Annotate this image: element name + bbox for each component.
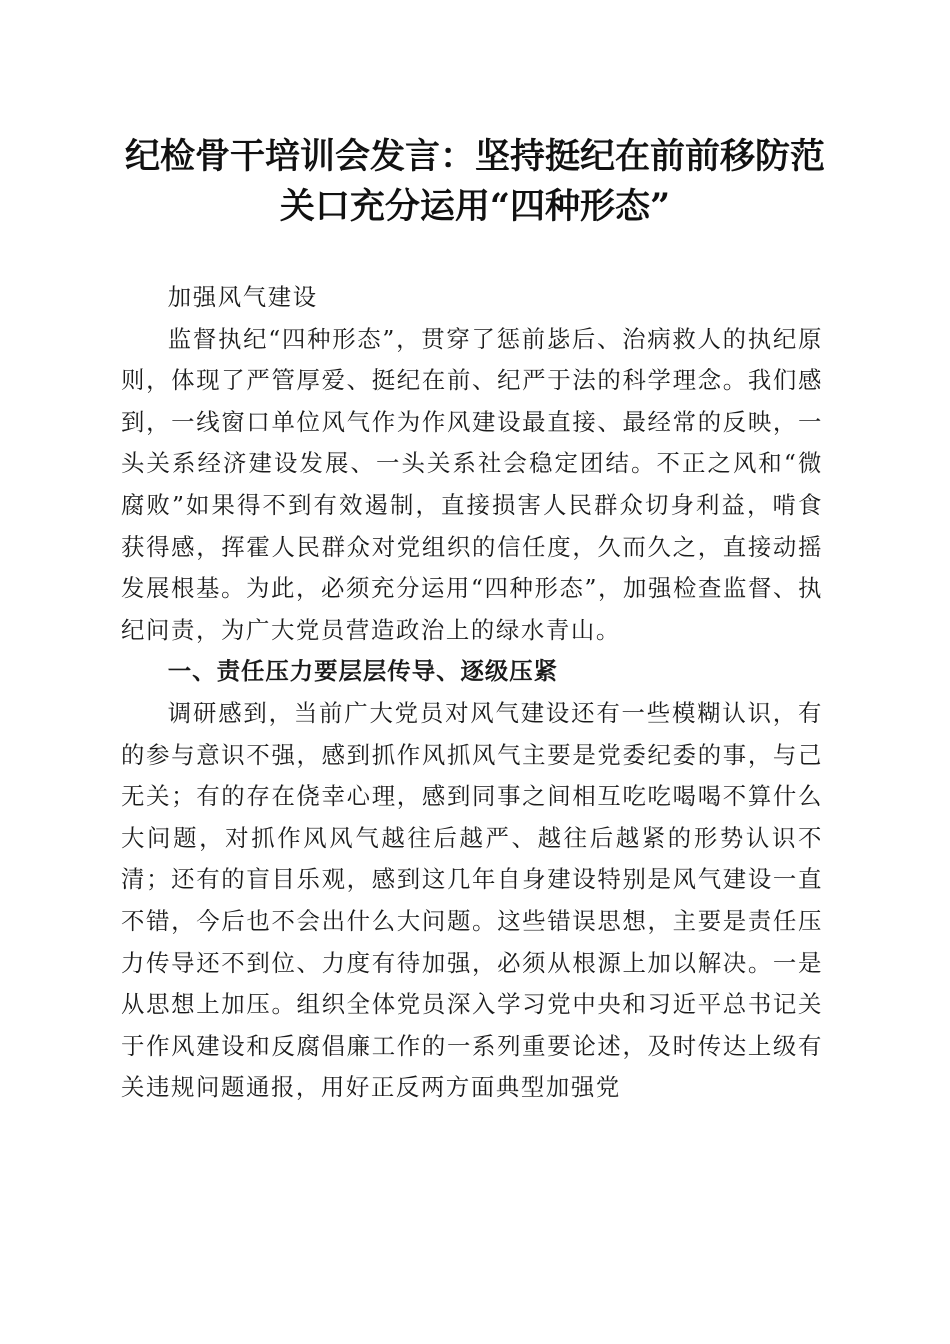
paragraph-intro: 监督执纪“四种形态”，贯穿了惩前毖后、治病救人的执纪原则，体现了严管厚爱、挺纪在前、纪严于法的科学理念。我们感到，一线窗口单位风气作为作风建设最直接、最经常的反映，一头关系经济建设发展、一头关系社会稳定团结。不正之风和“微腐败”如果得不到有效遏制，直接损害人民群众切身利益，啃食获得感，挥霍人民群众对党组织的信任度，久而久之，直接动摇发展根基。为此，必须充分运用“四种形态”，加强检查监督、执纪问责，为广大党员营造政治上的绿水青山。	[121, 324, 823, 644]
section-heading-1: 一、责任压力要层层传导、逐级压紧	[167, 657, 559, 686]
paragraph-section-1: 调研感到，当前广大党员对风气建设还有一些模糊认识，有的参与意识不强，感到抓作风抓风气主要是党委纪委的事，与己无关；有的存在侥幸心理，感到同事之间相互吃吃喝喝不算什么大问题，对抓作风风气越往后越严、越往后越紧的形势认识不清；还有的盲目乐观，感到这几年自身建设特别是风气建设一直不错，今后也不会出什么大问题。这些错误思想，主要是责任压力传导还不到位、力度有待加强，必须从根源上加以解决。一是从思想上加压。组织全体党员深入学习党中央和习近平总书记关于作风建设和反腐倡廉工作的一系列重要论述，及时传达上级有关违规问题通报，用好正反两方面典型加强党	[121, 698, 823, 1102]
document-body	[121, 277, 823, 1109]
document-title	[100, 132, 850, 232]
paragraph-subtitle: 加强风气建设	[167, 283, 318, 311]
title-line-1: 纪检骨干培训会发言：坚持挺纪在前前移防范	[124, 136, 825, 177]
title-line-2: 关口充分运用“四种形态”	[279, 186, 671, 227]
